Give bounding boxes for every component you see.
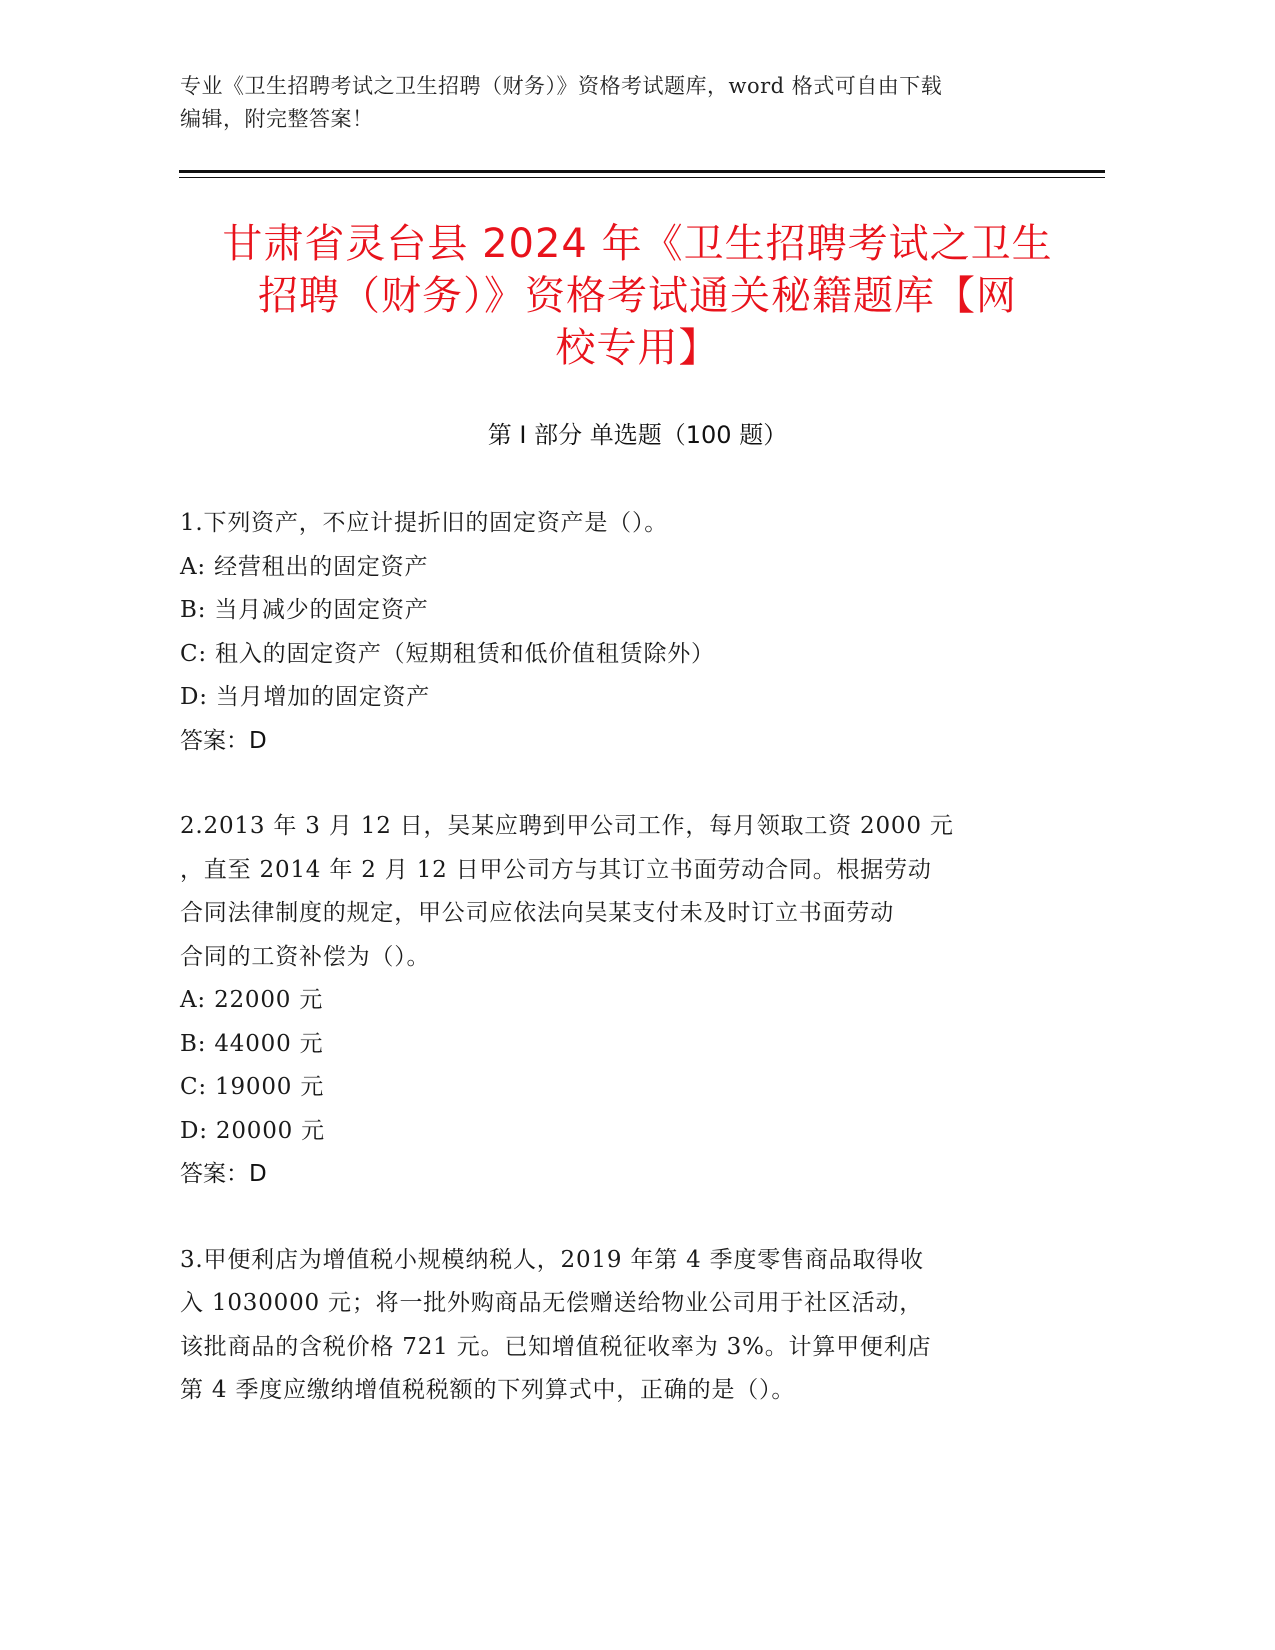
option-c: C: 19000 元 [180,1074,325,1100]
option-d: D: 20000 元 [180,1117,325,1144]
question-item [180,805,1040,1197]
header-divider-thin [179,177,1105,178]
option-b: B: 当月减少的固定资产 [180,597,429,623]
section-heading: 第 I 部分 单选题（100 题） [487,421,788,449]
question-stem: 第 4 季度应缴纳增值税税额的下列算式中，正确的是（）。 [180,1377,796,1403]
question-item [180,502,1040,763]
question-stem: 合同法律制度的规定，甲公司应依法向吴某支付未及时订立书面劳动 [180,900,894,926]
question-stem: 该批商品的含税价格 721 元。已知增值税征收率为 3%。计算甲便利店 [180,1333,932,1360]
option-c: C: 租入的固定资产（短期租赁和低价值租赁除外） [180,640,715,667]
option-a: A: 经营租出的固定资产 [180,553,429,580]
title-line: 甘肃省灵台县 2024 年《卫生招聘考试之卫生 [222,221,1053,267]
option-b: B: 44000 元 [180,1030,324,1057]
document-title [160,218,1115,374]
question-stem: 合同的工资补偿为（）。 [180,943,431,970]
title-line: 招聘（财务）》资格考试通关秘籍题库【网 [258,273,1017,319]
question-stem: ，直至 2014 年 2 月 12 日甲公司方与其订立书面劳动合同。根据劳动 [180,856,932,883]
question-stem: 入 1030000 元；将一批外购商品无偿赠送给物业公司用于社区活动， [180,1290,924,1316]
answer-text: 答案：D [180,727,267,754]
header-note-line: 专业《卫生招聘考试之卫生招聘（财务）》资格考试题库，word 格式可自由下载 [180,74,943,98]
question-list [180,502,1040,1455]
option-a: A: 22000 元 [180,987,324,1013]
option-d: D: 当月增加的固定资产 [180,684,431,710]
title-line: 校专用】 [555,325,720,371]
question-stem: 3.甲便利店为增值税小规模纳税人，2019 年第 4 季度零售商品取得收 [180,1246,924,1273]
header-note-line: 编辑，附完整答案！ [180,107,374,131]
header-divider-thick [179,170,1105,173]
question-item [180,1239,1040,1413]
answer-text: 答案：D [180,1161,267,1187]
question-stem: 2.2013 年 3 月 12 日，吴某应聘到甲公司工作，每月领取工资 2000 元 [180,813,954,839]
question-stem: 1.下列资产，不应计提折旧的固定资产是（）。 [180,510,669,536]
document-header-note [180,70,1040,136]
